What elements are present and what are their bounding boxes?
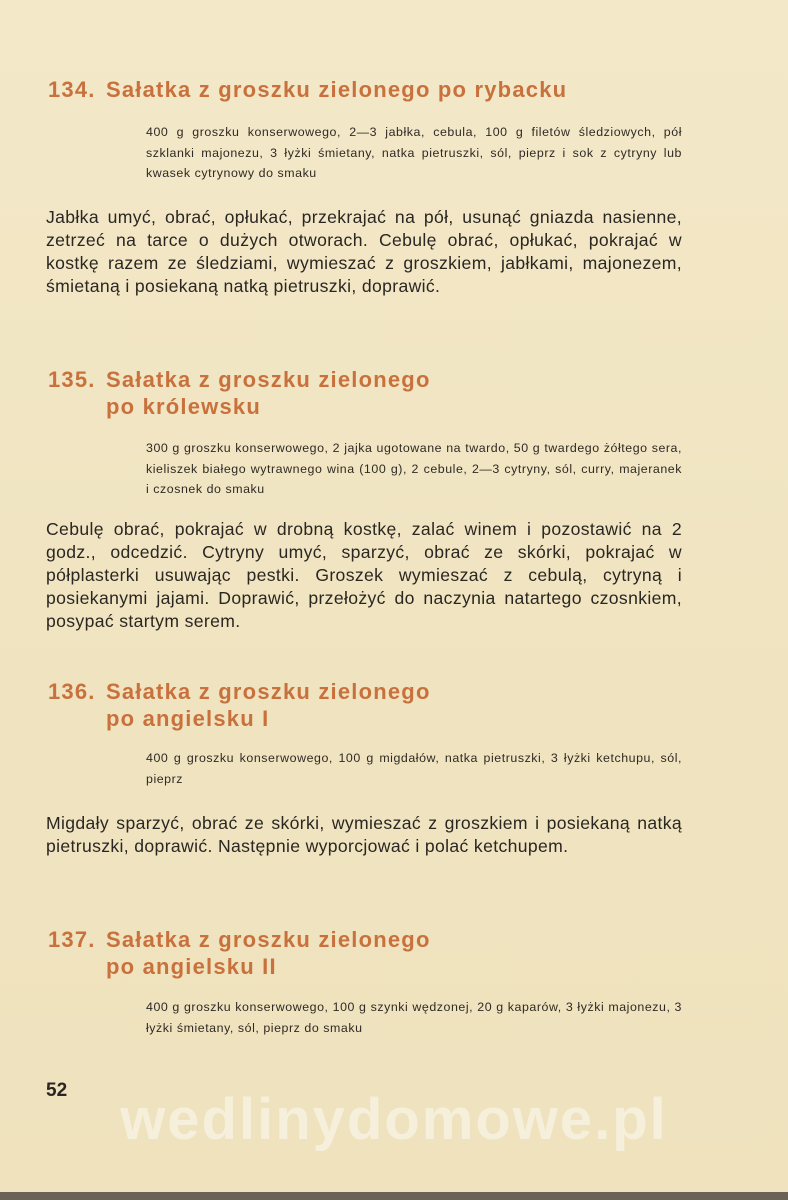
recipe-number: 135.	[48, 367, 96, 392]
recipe-number: 137.	[48, 927, 96, 952]
ingredients-137: 400 g groszku konserwowego, 100 g szynki wędzonej, 20 g kaparów, 3 łyżki majonezu, 3 łyżki śmietany, sól, pieprz do smaku	[146, 1000, 682, 1035]
recipe-title-line2: po angielsku II	[106, 954, 277, 979]
recipe-title-line2: po angielsku I	[106, 706, 270, 731]
ingredients-135: 300 g groszku konserwowego, 2 jajka ugotowane na twardo, 50 g twardego żółtego sera, kieliszek białego wytrawnego wina (100 g), 2 cebule, 2—3 cytryny, sól, curry, majeranek i czosnek do smaku	[146, 441, 682, 496]
recipe-title-137	[48, 926, 431, 980]
instructions-136: Migdały sparzyć, obrać ze skórki, wymieszać z groszkiem i posiekaną natką pietruszki, doprawić. Następnie wyporcjować i polać ketchupem.	[46, 813, 682, 856]
ingredients-134: 400 g groszku konserwowego, 2—3 jabłka, cebula, 100 g filetów śledziowych, pół szklanki majonezu, 3 łyżki śmietany, natka pietruszki, sól, pieprz i sok z cytryny lub kwasek cytrynowy do smaku	[146, 125, 682, 180]
recipe-number: 134.	[48, 77, 96, 102]
recipe-title-line1: Sałatka z groszku zielonego	[106, 679, 431, 704]
recipe-title-text: Sałatka z groszku zielonego po rybacku	[106, 77, 568, 102]
recipe-title-line2: po królewsku	[106, 394, 261, 419]
recipe-title-line1: Sałatka z groszku zielonego	[106, 367, 431, 392]
recipe-number: 136.	[48, 679, 96, 704]
recipe-title-line1: Sałatka z groszku zielonego	[106, 927, 431, 952]
page-number: 52	[46, 1080, 68, 1101]
instructions-134: Jabłka umyć, obrać, opłukać, przekrajać na pół, usunąć gniazda nasienne, zetrzeć na tarce o dużych otworach. Cebulę obrać, opłukać, pokrajać w kostkę razem ze śledziami, wymieszać z groszkiem, jabłkami, majonezem, śmietaną i posiekaną natką pietruszki, doprawić.	[46, 207, 682, 296]
page-bottom-edge	[0, 1192, 788, 1200]
recipe-title-136	[48, 678, 431, 732]
watermark-text: wedlinydomowe.pl	[120, 1087, 668, 1152]
instructions-135: Cebulę obrać, pokrajać w drobną kostkę, zalać winem i pozostawić na 2 godz., odcedzić. Cytryny umyć, sparzyć, obrać ze skórki, pokrajać w półplasterki usuwając pestki. Groszek wymieszać z cebulą, cytryną i posiekanymi jajami. Doprawić, przełożyć do naczynia natartego czosnkiem, posypać startym serem.	[46, 519, 682, 631]
recipe-title-134	[48, 76, 567, 103]
ingredients-136: 400 g groszku konserwowego, 100 g migdałów, natka pietruszki, 3 łyżki ketchupu, sól, pieprz	[146, 751, 682, 786]
recipe-title-135	[48, 366, 431, 420]
